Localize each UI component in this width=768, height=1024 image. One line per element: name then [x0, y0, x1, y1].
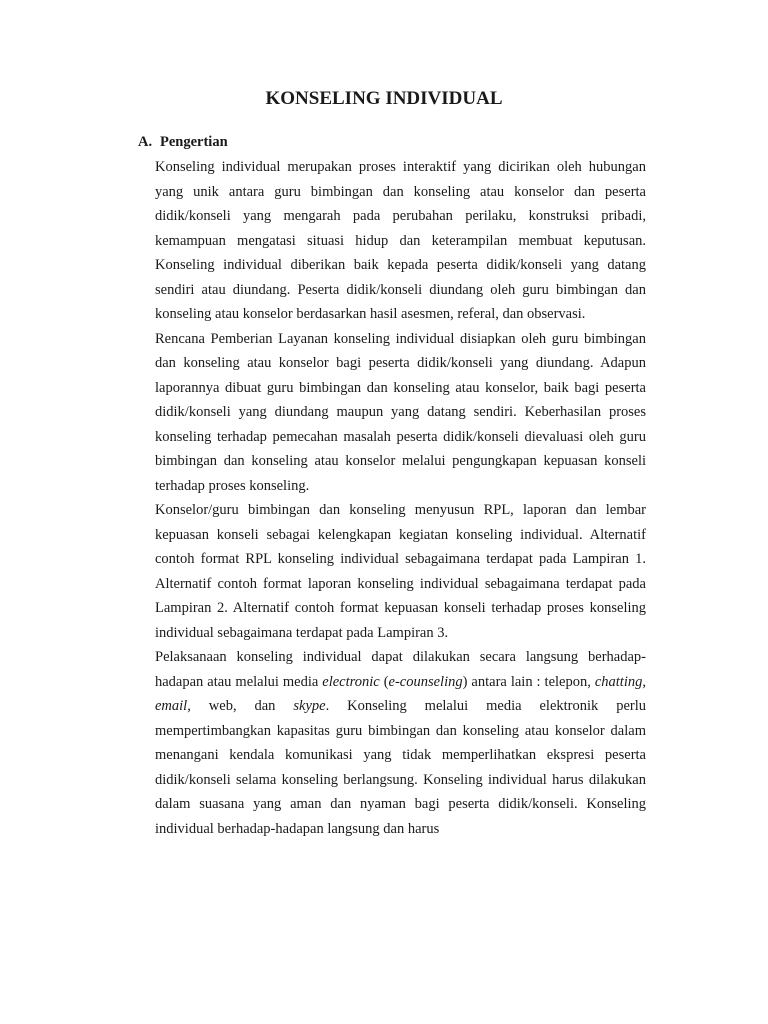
paragraph-4-text: ) antara lain : telepon,: [462, 673, 595, 690]
term-electronic: electronic: [322, 673, 380, 690]
term-e-counseling: e-counseling: [388, 673, 463, 690]
paragraph-4: [155, 645, 646, 841]
paragraph-4-text: . Konseling melalui media elektronik perlu mempertimbangkan kapasitas guru bimbingan dan konseling atau konselor dalam menangani kendala komunikasi yang tidak memperlihatkan ekspresi peserta didik/konseli selama konseling berlangsung. Konseling individual harus dilakukan dalam suasana yang aman dan nyaman bagi peserta didik/konseli. Konseling individual berhadap-hadapan langsung dan harus: [155, 698, 646, 837]
document-title: KONSELING INDIVIDUAL: [265, 88, 503, 109]
section-heading-text: Pengertian: [160, 134, 228, 150]
paragraph-1: Konseling individual merupakan proses interaktif yang dicirikan oleh hubungan yang unik antara guru bimbingan dan konseling atau konselor dan peserta didik/konseli yang mengarah pada perubahan perilaku, konstruksi pribadi, kemampuan mengatasi situasi hidup dan keterampilan membuat keputusan. Konseling individual diberikan baik kepada peserta didik/konseli yang datang sendiri atau diundang. Peserta didik/konseli diundang oleh guru bimbingan dan konseling atau konselor berdasarkan hasil asesmen, referal, dan observasi.: [155, 159, 646, 322]
paragraph-4-text: (: [379, 673, 389, 690]
section-heading: [138, 134, 228, 151]
paragraph-4-text: ,: [642, 673, 646, 690]
section-label: A.: [138, 134, 153, 150]
paragraph-3: Konselor/guru bimbingan dan konseling menyusun RPL, laporan dan lembar kepuasan konseli sebagai kelengkapan kegiatan konseling individual. Alternatif contoh format RPL konseling individual sebagaimana terdapat pada Lampiran 1. Alternatif contoh format laporan konseling individual sebagaimana terdapat pada Lampiran 2. Alternatif contoh format kepuasan konseli terhadap proses konseling individual sebagaimana terdapat pada Lampiran 3.: [155, 502, 646, 641]
paragraph-2: Rencana Pemberian Layanan konseling individual disiapkan oleh guru bimbingan dan konseling atau konselor bagi peserta didik/konseli yang diundang. Adapun laporannya dibuat guru bimbingan dan konseling atau konselor, baik bagi peserta didik/konseli yang diundang maupun yang datang sendiri. Keberhasilan proses konseling terhadap pemecahan masalah peserta didik/konseli dievaluasi oleh guru bimbingan dan konseling atau konselor melalui pengungkapan kepuasan konseli terhadap proses konseling.: [155, 330, 646, 494]
term-skype: skype: [293, 698, 326, 714]
section-body: [155, 155, 646, 841]
paragraph-4-text: web, dan: [190, 698, 294, 714]
term-chatting: chatting: [594, 673, 643, 690]
paragraph-4-text: Pelaksanaan konseling individual dapat dilakukan secara langsung berhadap-hadapan atau melalui media: [155, 649, 646, 690]
term-email: email,: [155, 698, 191, 714]
